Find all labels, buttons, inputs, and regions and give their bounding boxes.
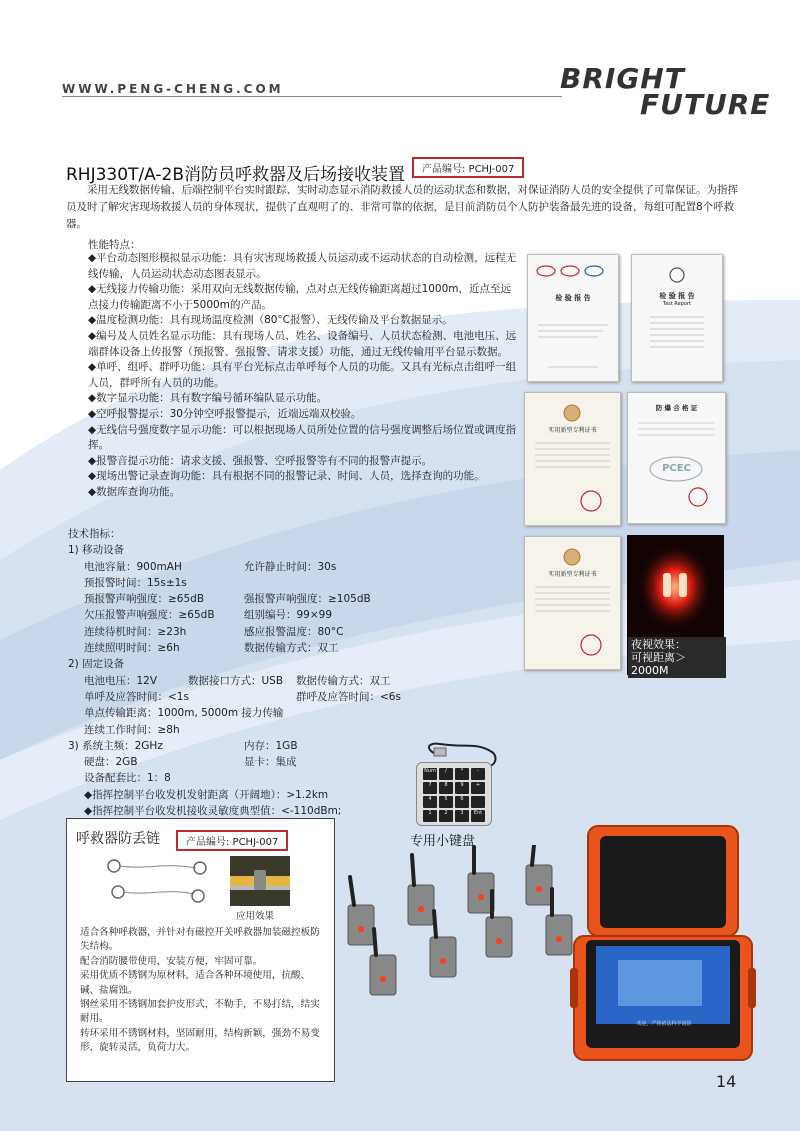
- spec-cell: 单呼及应答时间：<1s: [84, 690, 189, 703]
- feature-item: ◆数据库查询功能。: [88, 485, 181, 498]
- report-logos-icon: [528, 255, 618, 381]
- keypad-key: *: [455, 768, 469, 780]
- conformity-mark-icon: [628, 393, 725, 523]
- spec-cell: 连续待机时间：≥23h: [84, 625, 187, 638]
- conformity-title: 防 爆 合 格 证: [655, 404, 698, 412]
- application-caption: 应用效果: [236, 911, 275, 922]
- transmitter-units-icon: [340, 845, 590, 1030]
- spec-cell: 连续工作时间：≥8h: [84, 723, 180, 736]
- brand-bright: BRIGHT: [560, 62, 685, 95]
- keypad-key: /: [439, 768, 453, 780]
- keypad-key: 9: [455, 782, 469, 794]
- keypad-key: +: [471, 782, 485, 794]
- report2-logo-icon: [632, 255, 722, 381]
- keypad-key: 5: [439, 796, 453, 808]
- feature-item: ◆空呼报警提示：30分钟空呼报警提示，近端远端双校验。: [88, 407, 362, 420]
- keypad-key: 6: [455, 796, 469, 808]
- mobile-heading: 1) 移动设备: [68, 544, 125, 557]
- feature-item: ◆报警音提示功能：请求支援、强报警、空呼报警等有不同的报警声提示。: [88, 454, 433, 467]
- spec-cell: 组别编号：99×99: [244, 609, 333, 622]
- spec-cell: 硬盘：2GB: [84, 756, 138, 769]
- spec-cell: 单点传输距离：1000m, 5000m 接力传输: [84, 707, 284, 720]
- page-number: 14: [716, 1072, 737, 1091]
- night-view-caption: [628, 637, 726, 678]
- chain-desc-item: 转环采用不锈钢材料，坚固耐用，结构新颖，强劲不易变形，旋转灵活，负荷力大。: [80, 1027, 320, 1054]
- keypad-key: 8: [439, 782, 453, 794]
- keypad-key: -: [471, 768, 485, 780]
- keypad-photo: [406, 740, 502, 826]
- keypad-key: Ent: [471, 810, 485, 822]
- patent2-title: 实用新型专利证书: [548, 571, 597, 578]
- spec-cell: 设备配套比：1：8: [84, 772, 171, 785]
- report2-subtitle: Test Report: [662, 301, 691, 307]
- spec-cell: 连续照明时间：≥6h: [84, 642, 180, 655]
- conformity-mark: PCEC: [662, 463, 691, 474]
- feature-item: ◆温度检测功能：具有现场温度检测（80°C报警）、无线传输及平台数据显示。: [88, 314, 453, 327]
- keypad-key: Num: [423, 768, 437, 780]
- night-caption-line2: 可视距离＞2000M: [631, 651, 686, 677]
- product-code-badge: 产品编号: PCHJ-007: [412, 157, 524, 178]
- test-report-document-2: [631, 254, 723, 382]
- spec-cell: 数据传输方式：双工: [296, 674, 391, 687]
- spec-cell: 内存：1GB: [244, 739, 298, 752]
- chain-desc-item: 配合消防腰带使用，安装方便，牢固可靠。: [80, 955, 263, 967]
- spec-cell: 强报警声响强度：≥105dB: [244, 593, 371, 606]
- chain-title: 呼救器防丢链: [76, 831, 160, 847]
- report-title: 检 验 报 告: [555, 294, 591, 302]
- patent2-emblem-icon: [525, 537, 620, 669]
- spec-cell: 预报警时间：15s±1s: [84, 576, 187, 589]
- keypad-key: [471, 796, 485, 808]
- keypad-label: 专用小键盘: [410, 834, 476, 849]
- spec-cell: 显卡：集成: [244, 756, 297, 769]
- spec-cell: ◆指挥控制平台收发机发射距离（开阔地）：>1.2km: [84, 788, 329, 801]
- explosion-proof-certificate: [627, 392, 726, 524]
- chain-application-photo: [230, 856, 290, 906]
- spec-cell: 感应报警温度：80°C: [244, 625, 344, 638]
- system-heading: 3) 系统主频：2GHz: [68, 739, 163, 752]
- patent-certificate-2: [524, 536, 621, 670]
- spec-cell: 欠压报警声响强度：≥65dB: [84, 609, 215, 622]
- keypad-key: 4: [423, 796, 437, 808]
- fixed-heading: 2) 固定设备: [68, 658, 125, 671]
- case-screen-text: 欢迎，严格依法科学消防: [636, 1021, 692, 1027]
- feature-item: ◆平台动态图形模拟显示功能：具有灾害现场救援人员运动或不运动状态的自动检测，远程无线传输，人员运动状态动态图表显示。: [88, 252, 517, 280]
- test-report-document: [527, 254, 619, 382]
- chain-desc-item: 适合各种呼救器，并针对有磁控开关呼救器加装磁控板防失结构。: [80, 927, 320, 953]
- chain-description: [80, 926, 325, 1056]
- chain-desc-item: 采用优质不锈钢为原材料，适合各种环境使用，抗酸、碱、盐腐蚀。: [80, 970, 311, 996]
- feature-item: ◆无线信号强度数字显示功能：可以根据现场人员所处位置的信号强度调整后场位置或调度指挥。: [88, 423, 517, 452]
- features-heading: 性能特点：: [88, 239, 141, 251]
- keypad: [416, 762, 492, 826]
- feature-item: ◆编号及人员姓名显示功能：具有现场人员、姓名、设备编号、人员状态检测、电池电压、远端群体设备上传报警（预报警、强报警、请求支援）功能，通过无线传输用平台显示数据。: [88, 329, 517, 358]
- product-intro: 采用无线数据传输、后端控制平台实时跟踪、实时动态显示消防救援人员的运动状态和数据，对保证消防人员的安全提供了可靠保证。为指挥员及时了解灾害现场救援人员的身体现状，提供了直观明了的、非常可靠的依据，是目前消防员个人防护装备最先进的设备，每组可配置8个呼救器。: [66, 184, 738, 230]
- features-list: [88, 251, 520, 501]
- spec-cell: 允许静止时间：30s: [244, 560, 337, 573]
- keypad-key: 7: [423, 782, 437, 794]
- night-caption-line1: 夜视效果：: [631, 638, 686, 651]
- tech-heading: 技术指标：: [68, 528, 121, 540]
- spec-cell: 电池电压：12V: [84, 674, 158, 687]
- spec-cell: 数据传输方式：双工: [244, 642, 339, 655]
- spec-cell: 群呼及应答时间：<6s: [296, 690, 401, 703]
- brand-future: FUTURE: [640, 88, 771, 121]
- chain-desc-item: 钢丝采用不锈钢加套护皮形式，不勒手，不易打结，结实耐用。: [80, 999, 320, 1025]
- keypad-key: 1: [423, 810, 437, 822]
- chain-code-badge: 产品编号: PCHJ-007: [176, 830, 288, 851]
- feature-item: ◆现场出警记录查询功能：具有根据不同的报警记录、时间、人员，选择查询的功能。: [88, 470, 485, 483]
- spec-cell: 数据接口方式：USB: [188, 674, 284, 687]
- chain-product-icon: [96, 850, 216, 910]
- header-rule: [62, 96, 562, 97]
- control-case-icon: [568, 818, 758, 1068]
- patent-emblem-icon: [525, 393, 620, 525]
- keypad-key: 2: [439, 810, 453, 822]
- feature-item: ◆无线接力传输功能：采用双向无线数据传输，点对点无线传输距离超过1000m，近点至远点接力传输距离不小于5000m的产品。: [88, 283, 512, 311]
- website-url: WWW.PENG-CHENG.COM: [62, 82, 284, 96]
- patent-certificate: [524, 392, 621, 526]
- patent-title: 实用新型专利证书: [548, 427, 597, 434]
- spec-cell: 预报警声响强度：≥65dB: [84, 593, 205, 606]
- product-title: RHJ330T/A-2B消防员呼救器及后场接收装置: [66, 165, 406, 185]
- keypad-key: 3: [455, 810, 469, 822]
- spec-cell: 电池容量：900mAH: [84, 560, 182, 573]
- report2-title: 检 验 报 告: [659, 292, 695, 300]
- feature-item: ◆数字显示功能：具有数字编号循环编队显示功能。: [88, 392, 328, 405]
- spec-cell: ◆指挥控制平台收发机接收灵敏度典型值：<-110dBm;: [84, 805, 342, 818]
- feature-item: ◆单呼、组呼、群呼功能：具有平台光标点击单呼每个人员的功能。又具有光标点击组呼一组人员，群呼所有人员的功能。: [88, 361, 517, 389]
